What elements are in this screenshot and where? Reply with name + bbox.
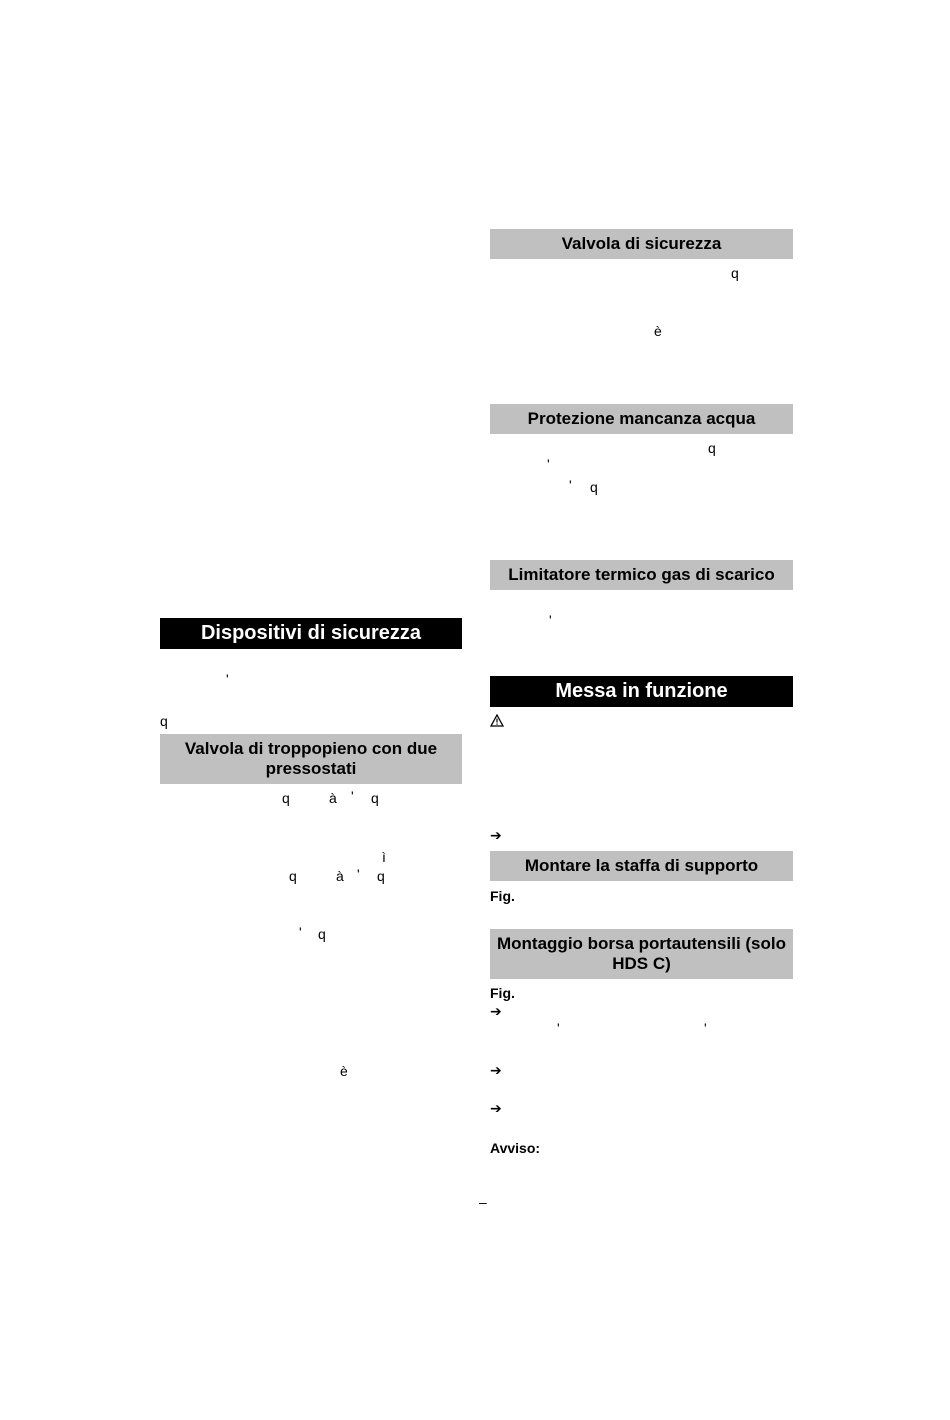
section-header-safety-devices — [160, 618, 462, 649]
text-fragment: ' — [299, 924, 302, 940]
page-footer-dash: – — [479, 1194, 487, 1210]
subheader-title: Limitatore termico gas di scarico — [508, 565, 775, 584]
subheader-title: Montaggio borsa portautensili (solo HDS C) — [497, 934, 786, 973]
subheader-title: Protezione mancanza acqua — [527, 409, 756, 428]
text-fragment: q — [318, 926, 326, 942]
text-fragment: è — [654, 323, 662, 339]
text-fragment: q — [160, 713, 168, 729]
subheader-tool-bag — [490, 929, 793, 979]
notice-label: Avviso: — [490, 1140, 541, 1156]
text-fragment: ' — [557, 1020, 560, 1036]
subheader-bracket — [490, 851, 793, 881]
section-header-commissioning — [490, 676, 793, 707]
section-title: Messa in funzione — [555, 680, 728, 702]
text-fragment: q — [590, 479, 598, 495]
figure-label: Fig. — [490, 888, 515, 904]
text-fragment: q — [289, 868, 297, 884]
text-fragment: è — [340, 1063, 348, 1079]
text-fragment: ' — [357, 866, 360, 882]
subheader-exhaust-limiter — [490, 560, 793, 590]
text-fragment: à — [336, 868, 344, 884]
subheader-title: Montare la staffa di supporto — [524, 856, 759, 875]
text-fragment: q — [731, 265, 739, 281]
text-fragment: ' — [547, 456, 550, 472]
arrow-right-icon: ➔ — [490, 1063, 502, 1079]
warning-triangle-icon — [490, 714, 504, 727]
subheader-title: Valvola di sicurezza — [561, 234, 722, 253]
subheader-title: Valvola di troppopieno con due pressostati — [184, 739, 438, 778]
text-fragment: à — [329, 790, 337, 806]
text-fragment: ' — [549, 612, 552, 628]
text-fragment: ' — [226, 671, 229, 687]
text-fragment: q — [282, 790, 290, 806]
text-fragment: ' — [569, 477, 572, 493]
text-fragment: ' — [704, 1020, 707, 1036]
text-fragment: q — [371, 790, 379, 806]
subheader-safety-valve — [490, 229, 793, 259]
arrow-right-icon: ➔ — [490, 1004, 502, 1020]
text-fragment: q — [708, 440, 716, 456]
text-fragment: ' — [351, 788, 354, 804]
subheader-water-shortage — [490, 404, 793, 434]
text-fragment: q — [377, 868, 385, 884]
text-fragment: ì — [382, 849, 386, 865]
arrow-right-icon: ➔ — [490, 1101, 502, 1117]
subheader-overflow-valve — [160, 734, 462, 784]
figure-label: Fig. — [490, 985, 515, 1001]
arrow-right-icon: ➔ — [490, 828, 502, 844]
section-title: Dispositivi di sicurezza — [200, 622, 422, 644]
